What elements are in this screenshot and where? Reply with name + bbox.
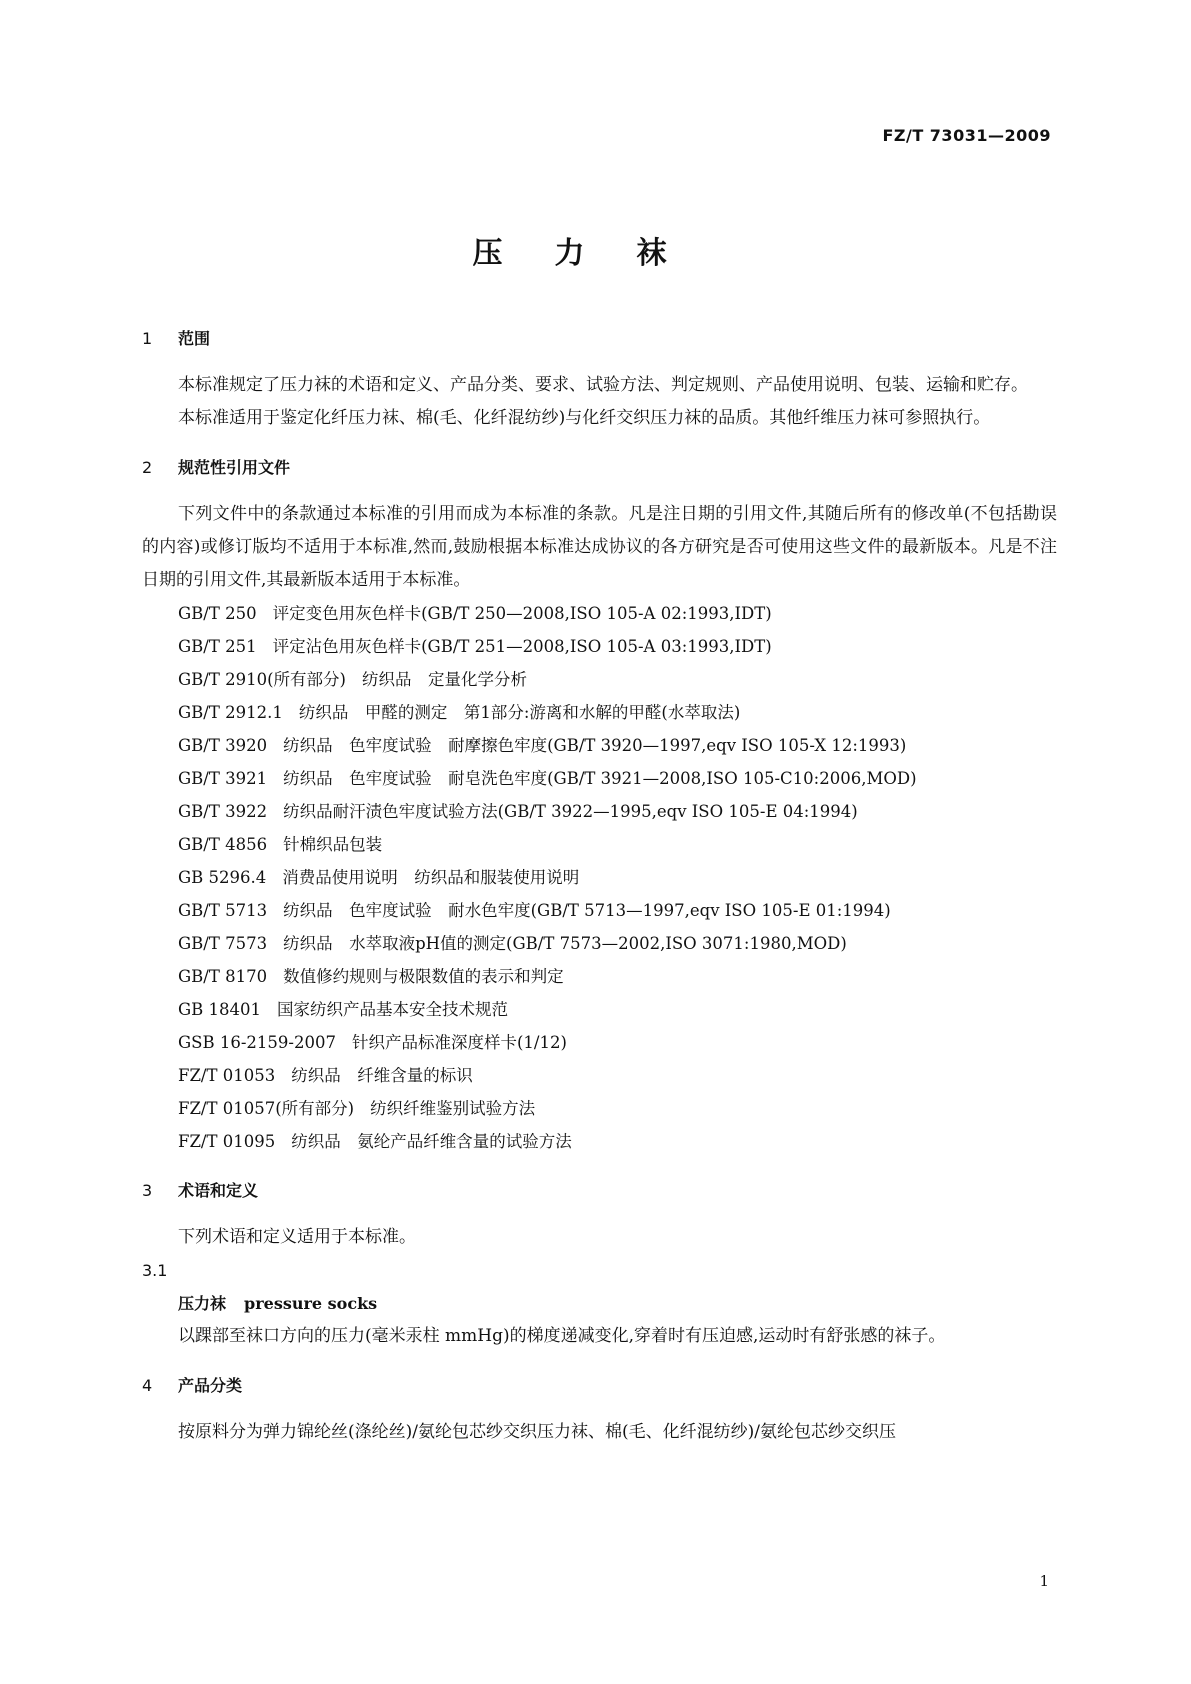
- section-number: 2: [142, 458, 153, 477]
- paragraph: 下列文件中的条款通过本标准的引用而成为本标准的条款。凡是注日期的引用文件,其随后所有的修改单(不包括勘误的内容)或修订版均不适用于本标准,然而,鼓励根据本标准达成协议的各方研究是否可使用这些文件的最新版本。凡是不注日期的引用文件,其最新版本适用于本标准。: [142, 504, 1057, 590]
- reference-item: [142, 630, 1057, 663]
- reference-code: GB/T 2912.1: [178, 703, 283, 722]
- reference-title: 纺织品 色牢度试验 耐皂洗色牢度(GB/T 3921—2008,ISO 105-C10:2006,MOD): [283, 769, 917, 788]
- reference-title: 纺织品 纤维含量的标识: [291, 1066, 473, 1085]
- reference-list: [142, 597, 1057, 1158]
- reference-item: [142, 993, 1057, 1026]
- reference-item: [142, 828, 1057, 861]
- section-title: 产品分类: [178, 1376, 243, 1395]
- reference-title: 纺织品 色牢度试验 耐摩擦色牢度(GB/T 3920—1997,eqv ISO 105-X 12:1993): [283, 736, 907, 755]
- reference-code: GB/T 2910(所有部分): [178, 670, 346, 689]
- term-chinese: 压力袜: [178, 1294, 227, 1313]
- reference-code: GSB 16-2159-2007: [178, 1033, 336, 1052]
- term-entry: [142, 1287, 1057, 1320]
- section-title: 范围: [178, 329, 211, 348]
- reference-item: [142, 597, 1057, 630]
- page-number: 1: [1039, 1572, 1049, 1590]
- reference-item: [142, 696, 1057, 729]
- section-title: 规范性引用文件: [178, 458, 291, 477]
- section-heading-normative-references: [142, 451, 1057, 484]
- reference-item: [142, 1092, 1057, 1125]
- reference-item: [142, 1125, 1057, 1158]
- reference-title: 纺织品耐汗渍色牢度试验方法(GB/T 3922—1995,eqv ISO 105-E 04:1994): [283, 802, 858, 821]
- document-body: [142, 322, 1057, 1449]
- reference-title: 纺织品 色牢度试验 耐水色牢度(GB/T 5713—1997,eqv ISO 105-E 01:1994): [283, 901, 891, 920]
- paragraph: 本标准适用于鉴定化纤压力袜、棉(毛、化纤混纺纱)与化纤交织压力袜的品质。其他纤维压力袜可参照执行。: [178, 408, 991, 428]
- reference-code: GB/T 3921: [178, 769, 268, 788]
- section-heading-scope: [142, 322, 1057, 355]
- reference-code: FZ/T 01053: [178, 1066, 276, 1085]
- reference-item: [142, 729, 1057, 762]
- reference-title: 评定变色用灰色样卡(GB/T 250—2008,ISO 105-A 02:1993,IDT): [272, 604, 772, 623]
- reference-title: 国家纺织产品基本安全技术规范: [277, 1000, 509, 1019]
- reference-code: GB/T 3920: [178, 736, 268, 755]
- section-number: 4: [142, 1376, 153, 1395]
- reference-code: GB 18401: [178, 1000, 262, 1019]
- reference-item: [142, 762, 1057, 795]
- reference-item: [142, 1026, 1057, 1059]
- reference-code: GB/T 251: [178, 637, 257, 656]
- section-heading-product-classification: [142, 1369, 1057, 1402]
- reference-code: GB/T 8170: [178, 967, 268, 986]
- section-heading-terms-definitions: [142, 1174, 1057, 1207]
- paragraph: 按原料分为弹力锦纶丝(涤纶丝)/氨纶包芯纱交织压力袜、棉(毛、化纤混纺纱)/氨纶包芯纱交织压: [178, 1422, 896, 1442]
- reference-title: 纺织纤维鉴别试验方法: [370, 1099, 536, 1118]
- reference-code: GB/T 3922: [178, 802, 268, 821]
- reference-code: GB/T 5713: [178, 901, 268, 920]
- reference-title: 评定沾色用灰色样卡(GB/T 251—2008,ISO 105-A 03:1993,IDT): [272, 637, 772, 656]
- reference-title: 针棉织品包装: [283, 835, 383, 854]
- paragraph: 本标准规定了压力袜的术语和定义、产品分类、要求、试验方法、判定规则、产品使用说明、包装、运输和贮存。: [178, 375, 1028, 395]
- reference-item: [142, 960, 1057, 993]
- term-english: pressure socks: [244, 1294, 378, 1313]
- reference-item: [142, 894, 1057, 927]
- reference-title: 数值修约规则与极限数值的表示和判定: [283, 967, 564, 986]
- reference-code: FZ/T 01095: [178, 1132, 276, 1151]
- paragraph: 下列术语和定义适用于本标准。: [178, 1227, 416, 1247]
- reference-item: [142, 795, 1057, 828]
- section-number: 1: [142, 329, 153, 348]
- term-definition: 以踝部至袜口方向的压力(毫米汞柱 mmHg)的梯度递减变化,穿着时有压迫感,运动时有舒张感的袜子。: [178, 1326, 946, 1346]
- section-number: 3: [142, 1181, 153, 1200]
- document-code: FZ/T 73031—2009: [882, 126, 1051, 145]
- reference-code: GB/T 4856: [178, 835, 268, 854]
- page-title: 压力袜: [472, 236, 719, 271]
- reference-title: 纺织品 甲醛的测定 第1部分:游离和水解的甲醛(水萃取法): [298, 703, 741, 722]
- reference-code: GB/T 250: [178, 604, 257, 623]
- reference-item: [142, 663, 1057, 696]
- section-title: 术语和定义: [178, 1181, 259, 1200]
- reference-item: [142, 927, 1057, 960]
- reference-code: GB 5296.4: [178, 868, 267, 887]
- reference-code: GB/T 7573: [178, 934, 268, 953]
- reference-title: 纺织品 氨纶产品纤维含量的试验方法: [291, 1132, 572, 1151]
- reference-title: 针织产品标准深度样卡(1/12): [351, 1033, 567, 1052]
- reference-item: [142, 861, 1057, 894]
- reference-item: [142, 1059, 1057, 1092]
- reference-title: 纺织品 定量化学分析: [361, 670, 527, 689]
- reference-title: 纺织品 水萃取液pH值的测定(GB/T 7573—2002,ISO 3071:1980,MOD): [283, 934, 847, 953]
- subsection-number: 3.1: [142, 1261, 168, 1280]
- reference-code: FZ/T 01057(所有部分): [178, 1099, 355, 1118]
- reference-title: 消费品使用说明 纺织品和服装使用说明: [282, 868, 580, 887]
